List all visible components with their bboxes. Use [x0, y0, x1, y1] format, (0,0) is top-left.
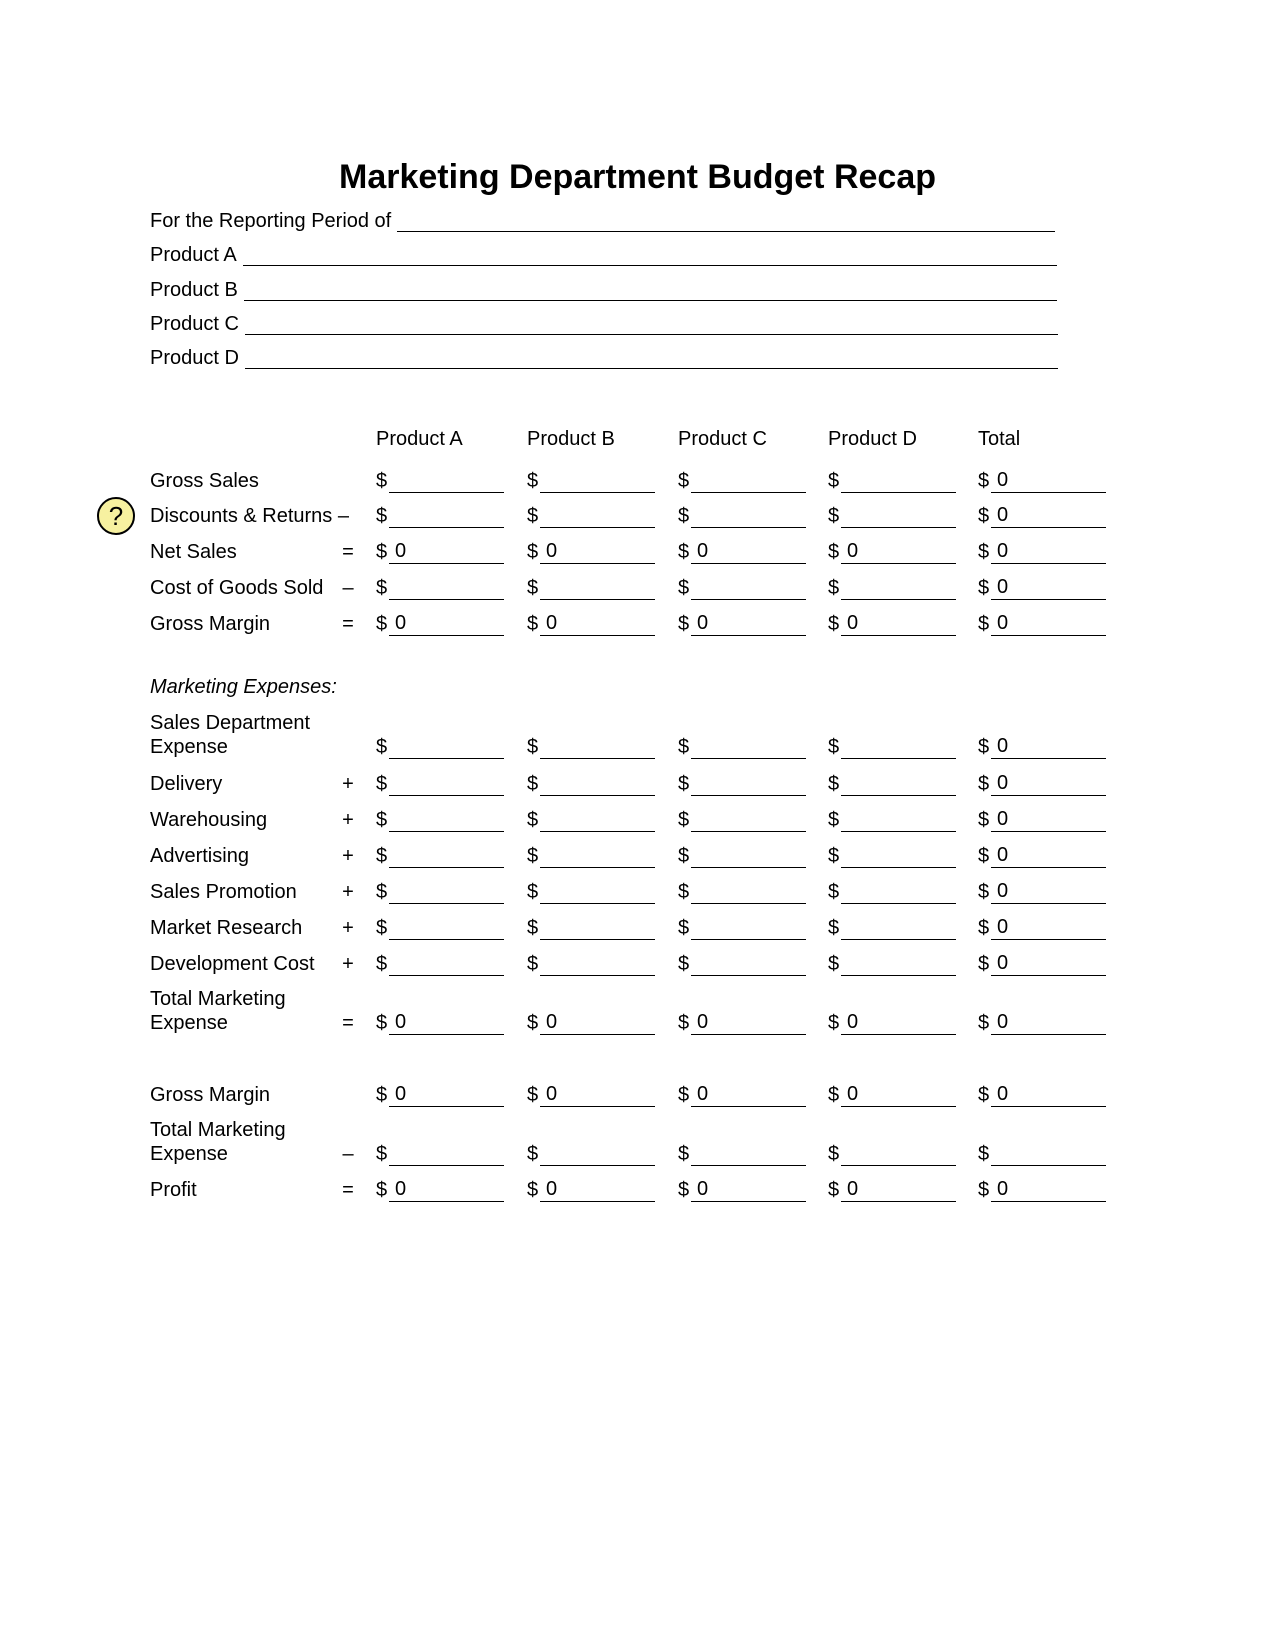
- currency-symbol: $: [978, 1084, 990, 1106]
- row-label: Sales Promotion: [150, 881, 297, 903]
- row-operator: +: [342, 917, 354, 939]
- amount-value: 0: [546, 1178, 558, 1200]
- amount-field[interactable]: [828, 1178, 956, 1202]
- amount-underline: [841, 1177, 956, 1202]
- amount-underline: [389, 611, 504, 636]
- amount-field[interactable]: [828, 952, 956, 976]
- info-field: [150, 305, 1058, 335]
- info-field-label: Product A: [150, 244, 237, 266]
- row-operator: =: [342, 541, 354, 563]
- row-label: Advertising: [150, 845, 249, 867]
- amount-underline: [991, 1082, 1106, 1107]
- amount-field[interactable]: [678, 612, 806, 636]
- currency-symbol: $: [678, 845, 690, 867]
- column-header: Product B: [527, 428, 615, 450]
- amount-field[interactable]: [828, 612, 956, 636]
- currency-symbol: $: [376, 1084, 388, 1106]
- amount-field[interactable]: [527, 1083, 655, 1107]
- row-operator: –: [342, 1143, 354, 1165]
- amount-underline: [540, 951, 655, 976]
- currency-symbol: $: [678, 1143, 690, 1165]
- amount-underline: [841, 1010, 956, 1035]
- currency-symbol: $: [376, 577, 388, 599]
- amount-value: 0: [997, 540, 1009, 562]
- amount-field[interactable]: [678, 1083, 806, 1107]
- column-header: Product A: [376, 428, 463, 450]
- currency-symbol: $: [376, 613, 388, 635]
- currency-symbol: $: [978, 505, 990, 527]
- currency-symbol: $: [678, 736, 690, 758]
- table-row: [0, 1162, 1275, 1202]
- currency-symbol: $: [527, 917, 539, 939]
- amount-field[interactable]: [376, 1178, 504, 1202]
- currency-symbol: $: [828, 1012, 840, 1034]
- column-header: Product C: [678, 428, 767, 450]
- amount-value: 0: [997, 735, 1009, 757]
- currency-symbol: $: [978, 809, 990, 831]
- row-operator: –: [342, 577, 354, 599]
- amount-underline: [691, 611, 806, 636]
- currency-symbol: $: [978, 541, 990, 563]
- info-field-input[interactable]: [245, 312, 1058, 335]
- amount-field[interactable]: [527, 1011, 655, 1035]
- amount-field[interactable]: [828, 1011, 956, 1035]
- amount-value: 0: [395, 1178, 407, 1200]
- row-label: Profit: [150, 1179, 197, 1201]
- currency-symbol: $: [978, 1179, 990, 1201]
- table-row: [0, 900, 1275, 940]
- amount-underline: [991, 1010, 1106, 1035]
- svg-text:?: ?: [108, 501, 124, 531]
- amount-underline: [389, 951, 504, 976]
- currency-symbol: $: [678, 1084, 690, 1106]
- row-operator: =: [342, 1012, 354, 1034]
- amount-value: 0: [395, 1083, 407, 1105]
- amount-underline: [691, 1177, 806, 1202]
- currency-symbol: $: [978, 1012, 990, 1034]
- currency-symbol: $: [376, 470, 388, 492]
- info-field-input[interactable]: [397, 209, 1055, 232]
- amount-field[interactable]: [828, 1083, 956, 1107]
- amount-value: 0: [847, 540, 859, 562]
- amount-value: 0: [697, 540, 709, 562]
- amount-field[interactable]: [376, 1083, 504, 1107]
- amount-value: 0: [997, 504, 1009, 526]
- currency-symbol: $: [978, 953, 990, 975]
- amount-value: 0: [847, 1083, 859, 1105]
- row-operator: +: [342, 953, 354, 975]
- info-field: [150, 202, 1055, 232]
- row-label: Sales Department Expense: [150, 712, 311, 758]
- row-label: Total Marketing Expense: [150, 1119, 286, 1165]
- amount-value: 0: [546, 1011, 558, 1033]
- amount-value: 0: [697, 1083, 709, 1105]
- amount-field[interactable]: [678, 1178, 806, 1202]
- currency-symbol: $: [376, 505, 388, 527]
- table-row: [0, 756, 1275, 796]
- currency-symbol: $: [828, 1084, 840, 1106]
- table-row: [0, 988, 1275, 1035]
- currency-symbol: $: [527, 1143, 539, 1165]
- amount-value: 0: [997, 880, 1009, 902]
- amount-field[interactable]: [527, 612, 655, 636]
- currency-symbol: $: [828, 1143, 840, 1165]
- amount-value: 0: [997, 772, 1009, 794]
- row-operator: +: [342, 809, 354, 831]
- amount-field[interactable]: [978, 1083, 1106, 1107]
- currency-symbol: $: [376, 541, 388, 563]
- currency-symbol: $: [527, 809, 539, 831]
- info-field: [150, 339, 1058, 369]
- amount-underline: [389, 1010, 504, 1035]
- currency-symbol: $: [678, 541, 690, 563]
- amount-value: 0: [997, 1178, 1009, 1200]
- amount-underline: [691, 1082, 806, 1107]
- currency-symbol: $: [978, 773, 990, 795]
- amount-value: 0: [997, 612, 1009, 634]
- amount-field[interactable]: [678, 952, 806, 976]
- currency-symbol: $: [527, 470, 539, 492]
- amount-value: 0: [395, 1011, 407, 1033]
- row-label: Gross Margin: [150, 1084, 271, 1106]
- table-row: [0, 1067, 1275, 1107]
- currency-symbol: $: [678, 917, 690, 939]
- currency-symbol: $: [527, 953, 539, 975]
- amount-value: 0: [997, 1083, 1009, 1105]
- currency-symbol: $: [828, 917, 840, 939]
- row-label: Delivery: [150, 773, 223, 795]
- currency-symbol: $: [828, 845, 840, 867]
- currency-symbol: $: [978, 845, 990, 867]
- amount-field[interactable]: [978, 1178, 1106, 1202]
- table-row: [0, 828, 1275, 868]
- currency-symbol: $: [828, 881, 840, 903]
- amount-underline: [991, 611, 1106, 636]
- table-row: [0, 1119, 1275, 1166]
- table-row: [0, 453, 1275, 493]
- amount-value: 0: [997, 576, 1009, 598]
- currency-symbol: $: [376, 773, 388, 795]
- currency-symbol: $: [527, 1179, 539, 1201]
- amount-field[interactable]: [978, 612, 1106, 636]
- amount-field[interactable]: [376, 1011, 504, 1035]
- amount-value: 0: [697, 1178, 709, 1200]
- currency-symbol: $: [527, 1012, 539, 1034]
- currency-symbol: $: [376, 736, 388, 758]
- currency-symbol: $: [978, 613, 990, 635]
- currency-symbol: $: [527, 505, 539, 527]
- amount-underline: [540, 1010, 655, 1035]
- table-row: [0, 792, 1275, 832]
- row-label: Development Cost: [150, 953, 315, 975]
- amount-field[interactable]: [376, 952, 504, 976]
- row-label: Gross Margin: [150, 613, 271, 635]
- row-label: Net Sales: [150, 541, 237, 563]
- currency-symbol: $: [376, 1143, 388, 1165]
- amount-field[interactable]: [527, 952, 655, 976]
- currency-symbol: $: [527, 577, 539, 599]
- table-row: [0, 524, 1275, 564]
- row-operator: =: [342, 1179, 354, 1201]
- currency-symbol: $: [376, 881, 388, 903]
- table-row: [0, 712, 1275, 759]
- currency-symbol: $: [978, 736, 990, 758]
- amount-value: 0: [997, 469, 1009, 491]
- amount-underline: [841, 951, 956, 976]
- currency-symbol: $: [978, 577, 990, 599]
- amount-value: 0: [395, 612, 407, 634]
- info-field-label: Product B: [150, 279, 238, 301]
- currency-symbol: $: [527, 773, 539, 795]
- info-field-input[interactable]: [245, 346, 1058, 369]
- amount-field[interactable]: [376, 612, 504, 636]
- amount-underline: [991, 951, 1106, 976]
- currency-symbol: $: [376, 845, 388, 867]
- row-label: Total Marketing Expense: [150, 988, 286, 1034]
- row-label: Cost of Goods Sold: [150, 577, 324, 599]
- currency-symbol: $: [527, 1084, 539, 1106]
- row-label: Warehousing: [150, 809, 268, 831]
- info-field-label: Product D: [150, 347, 239, 369]
- amount-underline: [691, 1010, 806, 1035]
- amount-underline: [540, 1082, 655, 1107]
- currency-symbol: $: [828, 1179, 840, 1201]
- currency-symbol: $: [376, 953, 388, 975]
- amount-value: 0: [546, 612, 558, 634]
- amount-value: 0: [395, 540, 407, 562]
- currency-symbol: $: [678, 773, 690, 795]
- currency-symbol: $: [828, 613, 840, 635]
- amount-underline: [389, 1082, 504, 1107]
- amount-field[interactable]: [678, 1011, 806, 1035]
- row-label: Gross Sales: [150, 470, 259, 492]
- amount-underline: [841, 611, 956, 636]
- table-row: [0, 488, 1275, 528]
- currency-symbol: $: [678, 1179, 690, 1201]
- amount-value: 0: [997, 808, 1009, 830]
- currency-symbol: $: [828, 809, 840, 831]
- currency-symbol: $: [828, 773, 840, 795]
- currency-symbol: $: [678, 1012, 690, 1034]
- table-row: [0, 596, 1275, 636]
- amount-underline: [691, 951, 806, 976]
- amount-field[interactable]: [978, 952, 1106, 976]
- row-label: Market Research: [150, 917, 303, 939]
- currency-symbol: $: [678, 953, 690, 975]
- info-field-input[interactable]: [244, 278, 1057, 301]
- currency-symbol: $: [376, 1012, 388, 1034]
- currency-symbol: $: [828, 541, 840, 563]
- amount-underline: [389, 1177, 504, 1202]
- row-operator: =: [342, 613, 354, 635]
- currency-symbol: $: [527, 736, 539, 758]
- amount-value: 0: [847, 1011, 859, 1033]
- currency-symbol: $: [527, 613, 539, 635]
- amount-value: 0: [546, 540, 558, 562]
- currency-symbol: $: [376, 1179, 388, 1201]
- currency-symbol: $: [527, 881, 539, 903]
- amount-value: 0: [847, 612, 859, 634]
- column-header: Total: [978, 428, 1021, 450]
- currency-symbol: $: [828, 470, 840, 492]
- page-title: Marketing Department Budget Recap: [339, 158, 936, 196]
- currency-symbol: $: [828, 736, 840, 758]
- currency-symbol: $: [978, 881, 990, 903]
- table-row: [0, 864, 1275, 904]
- amount-underline: [540, 1177, 655, 1202]
- currency-symbol: $: [978, 917, 990, 939]
- amount-value: 0: [546, 1083, 558, 1105]
- amount-field[interactable]: [978, 1011, 1106, 1035]
- row-operator: +: [342, 881, 354, 903]
- row-label: Discounts & Returns –: [150, 505, 349, 527]
- currency-symbol: $: [828, 577, 840, 599]
- currency-symbol: $: [678, 809, 690, 831]
- currency-symbol: $: [828, 953, 840, 975]
- currency-symbol: $: [828, 505, 840, 527]
- info-field-label: Product C: [150, 313, 239, 335]
- amount-value: 0: [697, 612, 709, 634]
- row-operator: +: [342, 773, 354, 795]
- info-field: [150, 236, 1057, 266]
- currency-symbol: $: [527, 541, 539, 563]
- info-field-label: For the Reporting Period of: [150, 210, 392, 232]
- amount-underline: [540, 611, 655, 636]
- currency-symbol: $: [678, 470, 690, 492]
- currency-symbol: $: [678, 505, 690, 527]
- currency-symbol: $: [376, 809, 388, 831]
- table-row: [0, 560, 1275, 600]
- currency-symbol: $: [376, 917, 388, 939]
- currency-symbol: $: [978, 1143, 990, 1165]
- amount-value: 0: [997, 844, 1009, 866]
- amount-value: 0: [847, 1178, 859, 1200]
- amount-value: 0: [697, 1011, 709, 1033]
- amount-field[interactable]: [527, 1178, 655, 1202]
- currency-symbol: $: [678, 881, 690, 903]
- currency-symbol: $: [978, 470, 990, 492]
- amount-value: 0: [997, 952, 1009, 974]
- currency-symbol: $: [678, 613, 690, 635]
- row-operator: +: [342, 845, 354, 867]
- info-field-input[interactable]: [243, 243, 1057, 266]
- amount-underline: [991, 1177, 1106, 1202]
- info-field: [150, 271, 1057, 301]
- table-row: [0, 936, 1275, 976]
- currency-symbol: $: [678, 577, 690, 599]
- currency-symbol: $: [527, 845, 539, 867]
- amount-value: 0: [997, 1011, 1009, 1033]
- amount-value: 0: [997, 916, 1009, 938]
- section-heading: Marketing Expenses:: [150, 676, 337, 698]
- amount-underline: [841, 1082, 956, 1107]
- column-header: Product D: [828, 428, 917, 450]
